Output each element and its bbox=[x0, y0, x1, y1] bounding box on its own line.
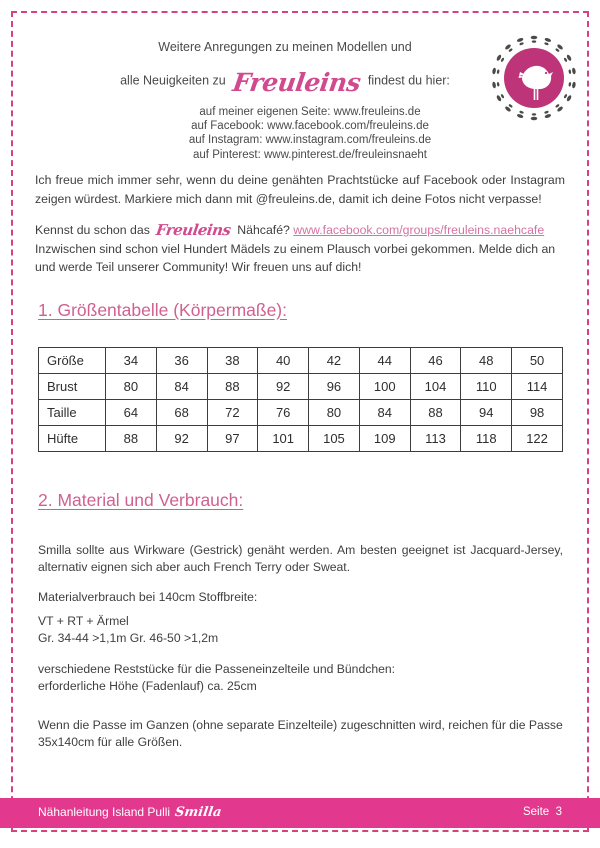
freuleins-bird-logo-icon bbox=[490, 34, 578, 122]
table-cell: 94 bbox=[461, 400, 512, 426]
material-pieces-line2: Gr. 34-44 >1,1m Gr. 46-50 >1,2m bbox=[38, 631, 219, 645]
table-cell: 100 bbox=[359, 374, 410, 400]
table-cell: 84 bbox=[359, 400, 410, 426]
table-row bbox=[39, 400, 563, 426]
material-paragraph-fabric: Smilla sollte aus Wirkware (Gestrick) genäht werden. Am besten geeignet ist Jacquard-Jersey, alternativ eignen sich aber auch French Terry oder Sweat. bbox=[38, 543, 563, 574]
table-cell: 88 bbox=[207, 374, 258, 400]
header-brand-prefix: alle Neuigkeiten zu bbox=[120, 73, 226, 88]
material-scraps-line2: erforderliche Höhe (Fadenlauf) ca. 25cm bbox=[38, 679, 257, 693]
table-cell: 88 bbox=[106, 426, 157, 452]
table-cell: 118 bbox=[461, 426, 512, 452]
social-line-facebook: auf Facebook: www.facebook.com/freuleins.de bbox=[191, 120, 429, 133]
table-cell: 80 bbox=[106, 374, 157, 400]
section-heading-groessentabelle: 1. Größentabelle (Körpermaße): bbox=[38, 300, 287, 320]
table-cell: 50 bbox=[512, 348, 563, 374]
table-cell: 110 bbox=[461, 374, 512, 400]
footer-title-prefix: Nähanleitung Island Pulli bbox=[38, 805, 171, 819]
table-cell: 101 bbox=[258, 426, 309, 452]
table-cell: 34 bbox=[106, 348, 157, 374]
footer-page-number: 3 bbox=[555, 806, 562, 818]
material-paragraph-pieces bbox=[38, 613, 563, 647]
table-cell: 92 bbox=[258, 374, 309, 400]
material-pieces-line1: VT + RT + Ärmel bbox=[38, 614, 129, 628]
table-cell: 97 bbox=[207, 426, 258, 452]
table-cell: 96 bbox=[309, 374, 360, 400]
table-cell: 64 bbox=[106, 400, 157, 426]
material-scraps-line1: verschiedene Reststücke für die Passeneinzelteile und Bündchen: bbox=[38, 662, 396, 676]
table-cell: 105 bbox=[309, 426, 360, 452]
naehcafe-middle: Nähcafé? bbox=[237, 223, 290, 237]
table-cell: 46 bbox=[410, 348, 461, 374]
table-row bbox=[39, 374, 563, 400]
table-cell: 109 bbox=[359, 426, 410, 452]
table-row-label: Taille bbox=[39, 400, 106, 426]
naehcafe-group-link[interactable]: www.facebook.com/groups/freuleins.naehcafe bbox=[293, 223, 545, 237]
footer-page-label: Seite bbox=[522, 806, 550, 818]
table-cell: 44 bbox=[359, 348, 410, 374]
social-line-website: auf meiner eigenen Seite: www.freuleins.de bbox=[199, 106, 421, 118]
table-cell: 114 bbox=[512, 374, 563, 400]
material-paragraph-yoke: Wenn die Passe im Ganzen (ohne separate Einzelteile) zugeschnitten wird, reichen für die Passe 35x140cm für alle Größen. bbox=[38, 718, 563, 749]
table-row bbox=[39, 348, 563, 374]
table-cell: 104 bbox=[410, 374, 461, 400]
footer-page-indicator bbox=[523, 806, 562, 818]
table-cell: 92 bbox=[156, 426, 207, 452]
table-cell: 122 bbox=[512, 426, 563, 452]
table-row-label: Größe bbox=[39, 348, 106, 374]
table-row bbox=[39, 426, 563, 452]
table-cell: 76 bbox=[258, 400, 309, 426]
naehcafe-paragraph bbox=[35, 220, 565, 277]
size-chart-table bbox=[38, 347, 563, 452]
table-cell: 98 bbox=[512, 400, 563, 426]
naehcafe-rest: Inzwischen sind schon viel Hundert Mädels zu einem Plausch vorbei gekommen. Melde dich an und werde Teil unserer Community! Wir freuen uns auf dich! bbox=[35, 241, 556, 274]
table-cell: 42 bbox=[309, 348, 360, 374]
material-paragraph-scraps bbox=[38, 661, 563, 695]
header-brand-line bbox=[0, 66, 570, 95]
header-intro-line: Weitere Anregungen zu meinen Modellen und bbox=[158, 40, 412, 54]
naehcafe-prefix: Kennst du schon das bbox=[35, 223, 150, 237]
table-cell: 48 bbox=[461, 348, 512, 374]
intro-paragraph: Ich freue mich immer sehr, wenn du deine genähten Prachtstücke auf Facebook oder Instagram zeigen würdest. Markiere mich dann mit @freuleins.de, damit ich deine Fotos nicht verpasse! bbox=[35, 173, 565, 206]
table-cell: 72 bbox=[207, 400, 258, 426]
header-brand-suffix: findest du hier: bbox=[367, 73, 450, 88]
table-row-label: Brust bbox=[39, 374, 106, 400]
social-line-instagram: auf Instagram: www.instagram.com/freuleins.de bbox=[188, 134, 432, 147]
table-cell: 113 bbox=[410, 426, 461, 452]
social-line-pinterest: auf Pinterest: www.pinterest.de/freuleinsnaeht bbox=[193, 148, 427, 161]
table-cell: 38 bbox=[207, 348, 258, 374]
table-cell: 84 bbox=[156, 374, 207, 400]
table-cell: 36 bbox=[156, 348, 207, 374]
section-heading-material: 2. Material und Verbrauch: bbox=[38, 490, 244, 510]
table-cell: 80 bbox=[309, 400, 360, 426]
footer-title bbox=[38, 805, 224, 820]
material-paragraph-consumption-heading: Materialverbrauch bei 140cm Stoffbreite: bbox=[38, 590, 258, 604]
table-cell: 88 bbox=[410, 400, 461, 426]
table-cell: 40 bbox=[258, 348, 309, 374]
smilla-wordmark: Smilla bbox=[174, 805, 223, 820]
table-row-label: Hüfte bbox=[39, 426, 106, 452]
table-cell: 68 bbox=[156, 400, 207, 426]
naehcafe-line bbox=[35, 220, 565, 240]
freuleins-wordmark: Freuleins bbox=[231, 68, 363, 97]
freuleins-wordmark-small: Freuleins bbox=[155, 221, 233, 239]
